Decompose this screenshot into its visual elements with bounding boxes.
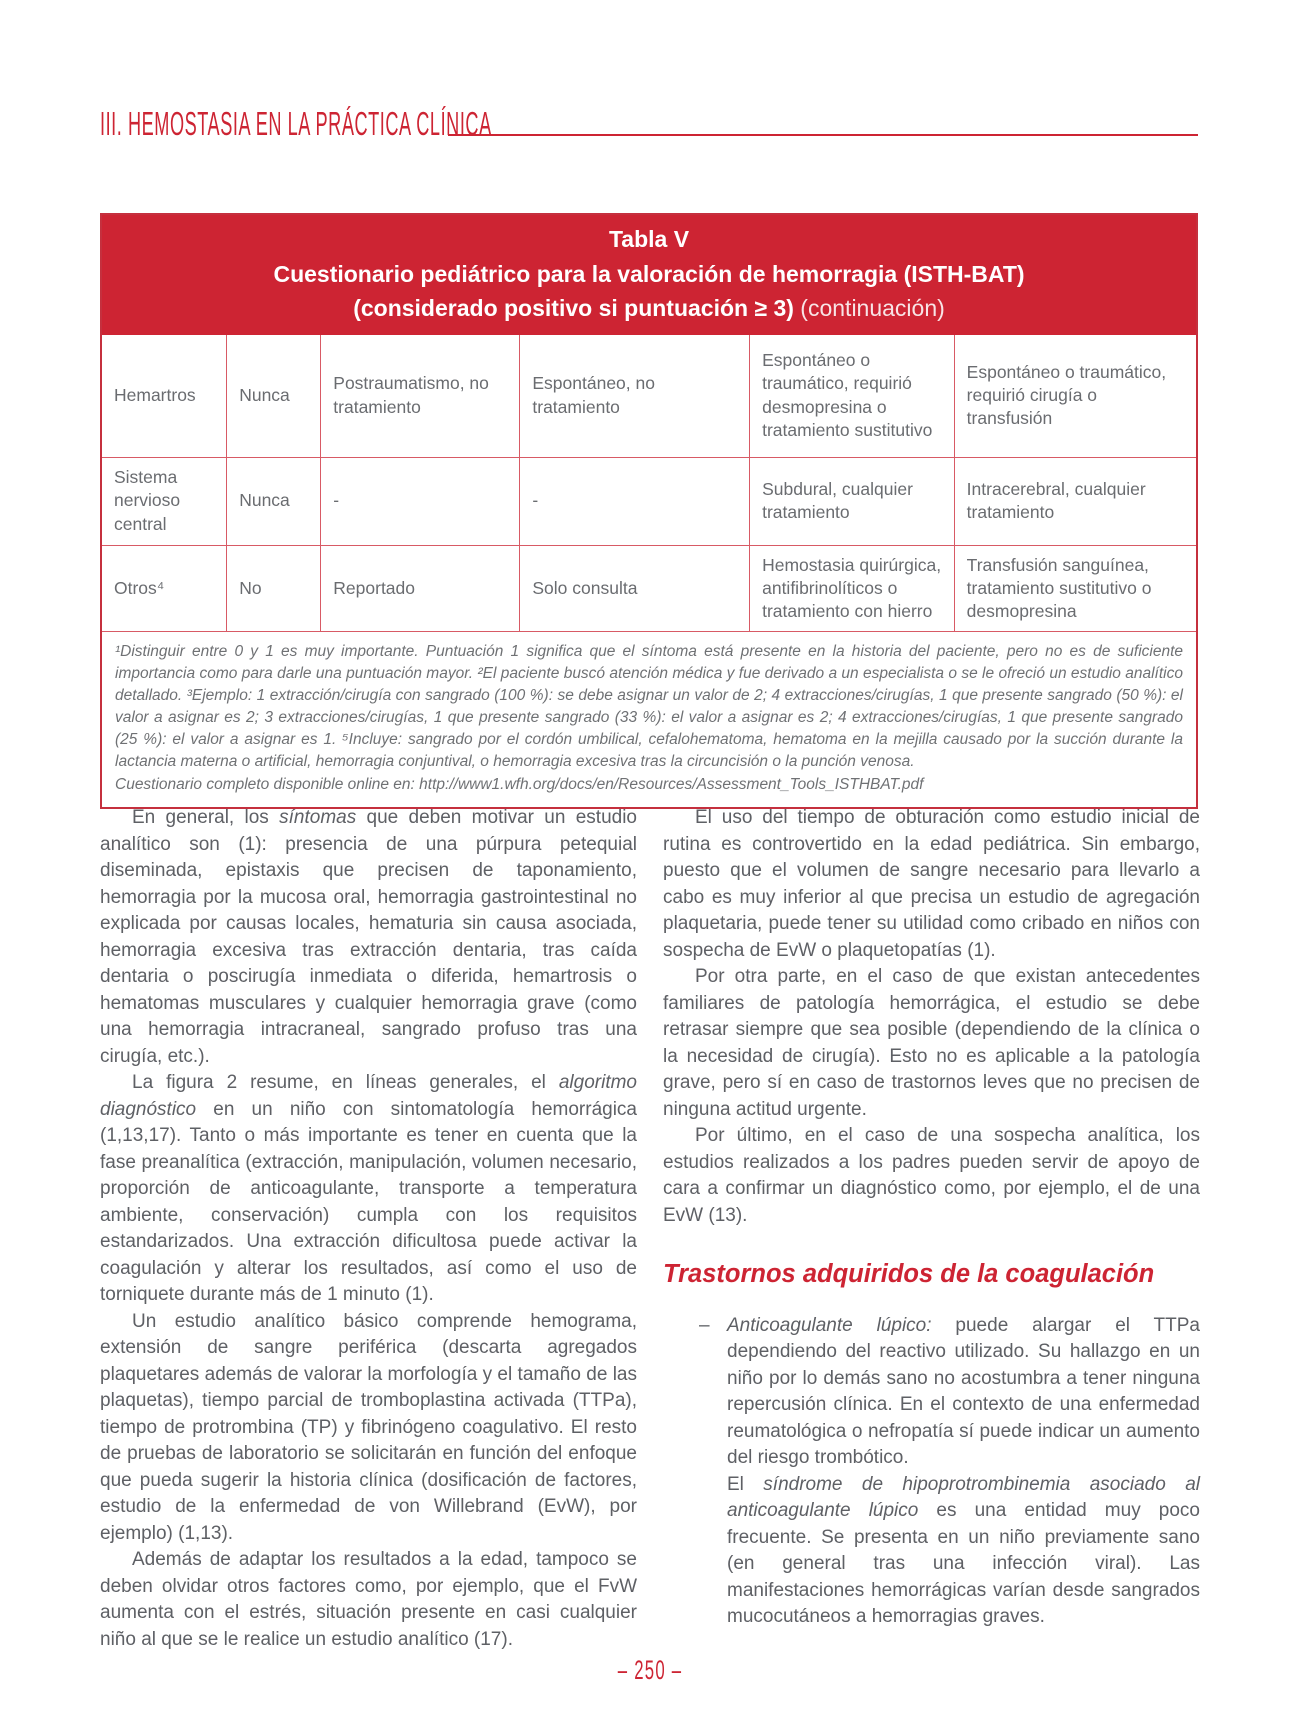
cell: Reportado (321, 545, 520, 631)
bullet-dash: – (699, 1314, 710, 1336)
footnote-url: Cuestionario completo disponible online en: http://www1.wfh.org/docs/en/Resources/Assessment_Tools_ISTHBAT.pdf (115, 776, 924, 794)
paragraph: Por otra parte, en el caso de que existan antecedentes familiares de patología hemorrágica, el estudio se debe retrasar siempre que sea posible (dependiendo de la clínica o la necesidad de cirugía). Esto no es aplicable a la patología grave, pero sí en caso de trastornos leves que no precisen de ninguna actitud urgente. (663, 966, 1200, 1120)
cell: Intracerebral, cualquier tratamiento (954, 457, 1196, 545)
cell: Nunca (227, 457, 321, 545)
cell: Espontáneo, no tratamiento (520, 335, 750, 457)
chapter-title: III. HEMOSTASIA EN LA PRÁCTICA CLÍNICA (100, 105, 492, 142)
table-subtitle-2-bold: (considerado positivo si puntuación ≥ 3) (353, 295, 794, 321)
paragraph: Por último, en el caso de una sospecha analítica, los estudios realizados a los padres pueden servir de apoyo de cara a confirmar un diagnóstico como, por ejemplo, el de una EvW (13). (663, 1125, 1200, 1226)
table-tabla-v (100, 213, 1198, 809)
page-footer (0, 1655, 1300, 1686)
cell: Espontáneo o traumático, requirió cirugía o transfusión (954, 335, 1196, 457)
table-grid (102, 335, 1196, 631)
cell: Hemartros (102, 335, 227, 457)
header-rule (448, 134, 1198, 136)
cell: Hemostasia quirúrgica, antifibrinolíticos o tratamiento con hierro (750, 545, 955, 631)
table-row-snc (102, 457, 1196, 545)
table-subtitle-2 (126, 295, 1172, 322)
table-row-hemartros (102, 335, 1196, 457)
paragraph: Además de adaptar los resultados a la edad, tampoco se deben olvidar otros factores como, por ejemplo, que el FvW aumenta con el estrés, situación presente en casi cualquier niño al que se le realice un estudio analítico (17). (100, 1549, 637, 1650)
table-title: Tabla V (608, 226, 690, 252)
left-column (100, 805, 637, 1653)
right-column (663, 805, 1200, 1653)
paragraph: La figura 2 resume, en líneas generales, el algoritmo diagnóstico en un niño con sintomatología hemorrágica (1,13,17). Tanto o más importante es tener en cuenta que la fase preanalítica (extracción, manipulación, volumen necesario, proporción de anticoagulante, transporte a temperatura ambiente, conservación) cumpla con los requisitos estandarizados. Una extracción dificultosa puede activar la coagulación y alterar los resultados, así como el uso de torniquete durante más de 1 minuto (1). (100, 1072, 637, 1305)
paragraph: El uso del tiempo de obturación como estudio inicial de rutina es controvertido en la edad pediátrica. Sin embargo, puesto que el volumen de sangre necesario para llevarlo a cabo es muy inferior al que precisa un estudio de agregación plaquetaria, puede tener su utilidad como cribado en niños con sospecha de EvW o plaquetopatías (1). (663, 807, 1200, 961)
cell: Subdural, cualquier tratamiento (750, 457, 955, 545)
cell: Sistema nervioso central (102, 457, 227, 545)
cell: Nunca (227, 335, 321, 457)
cell: Postraumatismo, no tratamiento (321, 335, 520, 457)
bullet-body (727, 1313, 1200, 1631)
cell: Otros⁴ (102, 545, 227, 631)
table-footnotes (102, 631, 1196, 807)
paragraph: En general, los síntomas que deben motivar un estudio analítico son (1): presencia de una púrpura petequial diseminada, epistaxis que precisen de taponamiento, hemorragia por la mucosa oral, hemorragia gastrointestinal no explicada por causas locales, hematuria sin causa asociada, hemorragia excesiva tras extracción dentaria, tras caída dentaria o poscirugía inmediata o diferida, hemartrosis o hematomas musculares y cualquier hemorragia grave (como una hemorragia intracraneal, sangrado profuso tras una cirugía, etc.). (100, 807, 637, 1067)
page-number: – 250 – (617, 1655, 683, 1685)
paragraph: Un estudio analítico básico comprende hemograma, extensión de sangre periférica (descarta agregados plaquetares además de valorar la morfología y el tamaño de las plaquetas), tiempo parcial de tromboplastina activada (TTPa), tiempo de protrombina (TP) y fibrinógeno coagulativo. El resto de pruebas de laboratorio se solicitarán en función del enfoque que pueda sugerir la historia clínica (dosificación de factores, estudio de la enfermedad de von Willebrand (EvW), por ejemplo) (1,13). (100, 1310, 637, 1544)
body-columns (100, 805, 1200, 1653)
bullet-item (663, 1313, 1200, 1631)
cell: Solo consulta (520, 545, 750, 631)
table-header (102, 215, 1196, 335)
table-subtitle-2-light: (continuación) (793, 295, 945, 321)
running-head (100, 105, 1198, 142)
cell: Espontáneo o traumático, requirió desmopresina o tratamiento sustitutivo (750, 335, 955, 457)
cell: No (227, 545, 321, 631)
paragraph: El síndrome de hipoprotrombinemia asociado al anticoagulante lúpico es una entidad muy poco frecuente. Se presenta en un niño previamente sano (en general tras una infección viral). Las manifestaciones hemorrágicas varían desde sangrados mucocutáneos a hemorragias graves. (727, 1473, 1200, 1628)
table-subtitle: Cuestionario pediátrico para la valoración de hemorragia (ISTH-BAT) (273, 261, 1025, 287)
table-row-otros (102, 545, 1196, 631)
section-heading: Trastornos adquiridos de la coagulación (663, 1260, 1155, 1288)
cell: Transfusión sanguínea, tratamiento sustitutivo o desmopresina (954, 545, 1196, 631)
cell: - (321, 457, 520, 545)
footnote-text: ¹Distinguir entre 0 y 1 es muy importante. Puntuación 1 significa que el síntoma está presente en la historia del paciente, pero no es de suficiente importancia como para darle una puntuación mayor. ²El paciente buscó atención médica y fue derivado a un especialista o se le ofreció un estudio analítico detallado. ³Ejemplo: 1 extracción/cirugía con sangrado (100 %): se debe asignar un valor de 2; 4 extracciones/cirugías, 1 que presente sangrado (50 %): el valor a asignar es 2; 3 extracciones/cirugías, 1 que presente sangrado (33 %): el valor a asignar es 2; 4 extracciones/cirugías, 1 que presente sangrado (25 %): el valor a asignar es 1. ⁵Incluye: sangrado por el cordón umbilical, cefalohematoma, hematoma en la mejilla causado por la succión durante la lactancia materna o artificial, hemorragia conjuntival, o hemorragia excesiva tras la circuncisión o la punción venosa. (115, 643, 1183, 771)
paragraph: Anticoagulante lúpico: puede alargar el TTPa dependiendo del reactivo utilizado. Su hallazgo en un niño por lo demás sano no acostumbra a tener ninguna repercusión clínica. En el contexto de una enfermedad reumatológica o nefropatía sí puede indicar un aumento del riesgo trombótico. (727, 1314, 1200, 1469)
cell: - (520, 457, 750, 545)
